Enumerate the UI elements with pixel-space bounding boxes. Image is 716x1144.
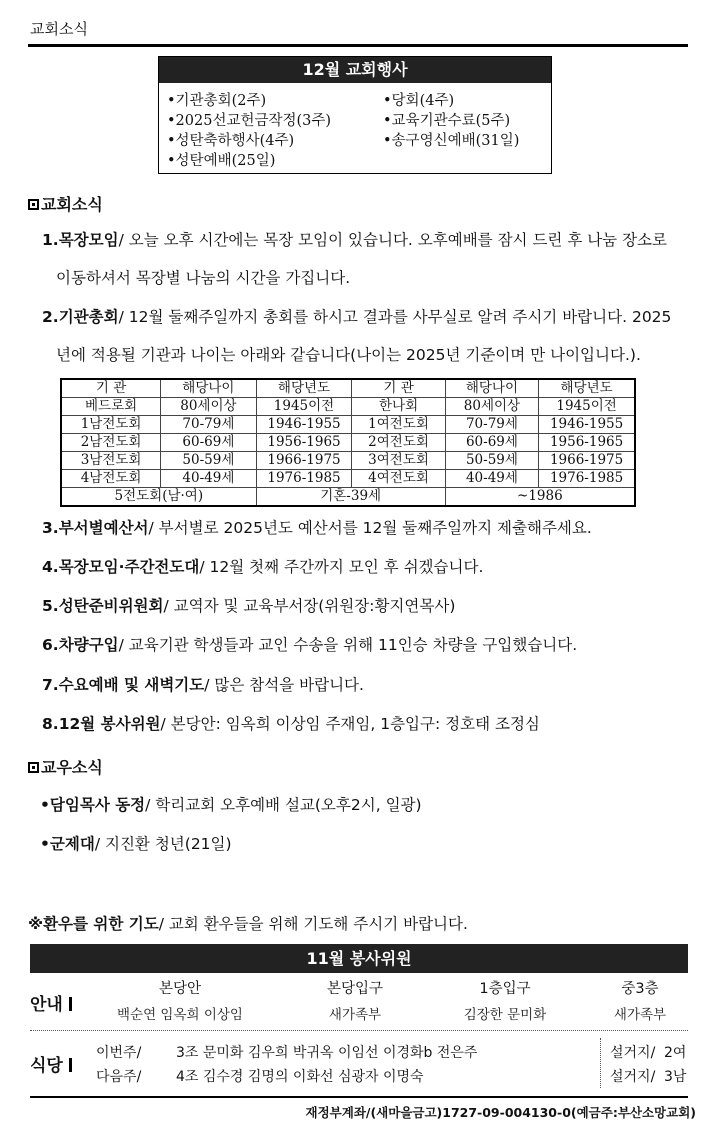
- event-item: •성탄예배(25일): [167, 153, 276, 169]
- events-title: 12월 교회행사: [159, 57, 551, 83]
- dish-team: 3남: [664, 1069, 687, 1085]
- square-bullet-icon: [28, 199, 39, 210]
- member-news-heading: [28, 755, 103, 778]
- dotted-separator: [600, 1038, 602, 1088]
- item-number: 6.: [42, 636, 59, 654]
- item-title: 기관총회: [58, 308, 119, 326]
- table-cell: 1976-1985: [256, 470, 352, 488]
- table-cell: 1946-1955: [256, 416, 352, 434]
- bar-icon: [69, 997, 72, 1011]
- member-news-heading-label: 교우소식: [41, 758, 103, 777]
- event-item: •송구영신예배(31일): [383, 133, 520, 149]
- dining-row-team: 4조 김수경 김명의 이화선 심광자 이명숙: [176, 1069, 424, 1085]
- dotted-divider: [30, 1030, 688, 1031]
- item-title: 수요예배 및 새벽기도: [58, 676, 205, 694]
- news-item-2-cont: 년에 적용될 기관과 나이는 아래와 같습니다(나이는 2025년 기준이며 만 나이입니다.).: [56, 346, 641, 364]
- item-text: / 본당안: 임옥희 이상임 주재임, 1층입구: 정호태 조정심: [160, 715, 540, 733]
- table-cell: 50-59세: [161, 452, 256, 470]
- event-item: •기관총회(2주): [167, 93, 267, 109]
- table-cell: 1966-1975: [256, 452, 352, 470]
- table-cell: 40-49세: [445, 470, 538, 488]
- table-row: [61, 416, 635, 434]
- table-header: 해당년도: [539, 379, 635, 398]
- dining-label-text: 식당: [30, 1056, 63, 1076]
- news-item-2: [42, 307, 671, 327]
- square-bullet-icon: [28, 762, 39, 773]
- item-title: 성탄준비위원회: [58, 597, 164, 615]
- table-cell: ~1986: [445, 488, 635, 507]
- item-number: 4.: [42, 558, 59, 576]
- church-news-heading-label: 교회소식: [41, 195, 103, 214]
- table-cell: 4남전도회: [61, 470, 161, 488]
- table-cell: 1956-1965: [256, 434, 352, 452]
- table-header: 해당나이: [445, 379, 538, 398]
- dish-label: 설거지/: [610, 1069, 656, 1085]
- page-section-title: 교회소식: [30, 20, 88, 38]
- table-cell: 기혼-39세: [256, 488, 445, 507]
- table-cell: 1956-1965: [539, 434, 635, 452]
- service-col-names: 새가족부: [613, 1007, 667, 1023]
- table-cell: 2여전도회: [352, 434, 445, 452]
- item-title: 목장모임·주간전도대: [58, 558, 200, 576]
- dining-row-when: 다음주/: [96, 1069, 142, 1085]
- item-title: 부서별예산서: [58, 519, 149, 537]
- item-text: / 교역자 및 교육부서장(위원장:황지연목사): [163, 597, 456, 615]
- item-number: 7.: [42, 676, 59, 694]
- dining-row-team: 3조 문미화 김우희 박귀옥 이임선 이경화b 전은주: [176, 1045, 478, 1061]
- table-header: 해당년도: [256, 379, 352, 398]
- service-title: 11월 봉사위원: [30, 944, 688, 973]
- table-cell: 70-79세: [445, 416, 538, 434]
- dining-label: [30, 1051, 72, 1076]
- table-cell: 1976-1985: [539, 470, 635, 488]
- item-title: 목장모임: [58, 231, 119, 249]
- item-text: / 많은 참석을 바랍니다.: [204, 676, 364, 694]
- item-number: 2.: [42, 308, 59, 326]
- footer-rule: [30, 1096, 688, 1098]
- item-number: 8.: [42, 715, 59, 733]
- news-item-6: [42, 635, 577, 655]
- service-col-names: 새가족부: [328, 1007, 382, 1023]
- guide-label: [30, 990, 72, 1015]
- table-cell: 1945이전: [256, 398, 352, 416]
- service-col-head: 본당안: [158, 981, 202, 997]
- item-text: / 오늘 오후 시간에는 목장 모임이 있습니다. 오후예배를 잠시 드린 후 나눔 장소로: [118, 231, 668, 249]
- account-info: 재정부계좌/(새마을금고)1727-09-004130-0(예금주:부산소망교회): [305, 1105, 696, 1120]
- table-cell: 70-79세: [161, 416, 256, 434]
- age-table: [60, 378, 636, 507]
- dish-label: 설거지/: [610, 1045, 656, 1061]
- table-cell: 1여전도회: [352, 416, 445, 434]
- event-item: •2025선교헌금작정(3주): [167, 113, 332, 129]
- item-title: •담임목사 동정: [40, 796, 146, 814]
- service-col-head: 1층입구: [479, 981, 531, 997]
- item-text: / 부서별로 2025년도 예산서를 12월 둘째주일까지 제출해주세요.: [148, 519, 592, 537]
- item-text: / 12월 둘째주일까지 총회를 하시고 결과를 사무실로 알려 주시기 바랍니다. 2025: [118, 308, 672, 326]
- member-item-2: [40, 834, 232, 854]
- item-text: / 학리교회 오후예배 설교(오후2시, 일광): [145, 796, 422, 814]
- event-item: •교육기관수료(5주): [383, 113, 511, 129]
- events-box: [158, 56, 552, 174]
- item-number: 3.: [42, 519, 59, 537]
- event-item: •성탄축하행사(4주): [167, 133, 295, 149]
- table-cell: 1남전도회: [61, 416, 161, 434]
- guide-label-text: 안내: [30, 995, 63, 1015]
- service-col-head: 중3층: [621, 981, 659, 997]
- service-col-names: 백순연 임옥희 이상임: [117, 1007, 243, 1023]
- item-title: 차량구입: [58, 636, 119, 654]
- table-cell: 60-69세: [445, 434, 538, 452]
- member-item-1: [40, 795, 422, 815]
- item-number: 5.: [42, 597, 59, 615]
- event-item: •당회(4주): [383, 93, 455, 109]
- news-item-7: [42, 675, 364, 695]
- bar-icon: [69, 1058, 72, 1072]
- table-cell: 1946-1955: [539, 416, 635, 434]
- item-text: / 12월 첫째 주간까지 모인 후 쉬겠습니다.: [199, 558, 484, 576]
- item-title: 12월 봉사위원: [58, 715, 161, 733]
- table-cell: 3여전도회: [352, 452, 445, 470]
- news-item-3: [42, 518, 592, 538]
- table-cell: 1966-1975: [539, 452, 635, 470]
- table-cell: 1945이전: [539, 398, 635, 416]
- item-text: / 교육기관 학생들과 교인 수송을 위해 11인승 차량을 구입했습니다.: [118, 636, 578, 654]
- service-col-head: 본당입구: [326, 981, 384, 997]
- header-rule: [28, 44, 688, 47]
- table-cell: 2남전도회: [61, 434, 161, 452]
- dish-team: 2여: [664, 1045, 687, 1061]
- news-item-4: [42, 557, 483, 577]
- table-cell: 60-69세: [161, 434, 256, 452]
- table-row: [61, 434, 635, 452]
- table-cell: 4여전도회: [352, 470, 445, 488]
- table-header-row: [61, 379, 635, 398]
- prayer-request: [28, 914, 468, 934]
- news-item-1-cont: 이동하셔서 목장별 나눔의 시간을 가집니다.: [56, 269, 351, 287]
- table-cell: 40-49세: [161, 470, 256, 488]
- church-news-heading: [28, 192, 103, 215]
- prayer-title: ※환우를 위한 기도: [28, 915, 159, 933]
- table-cell: 한나회: [352, 398, 445, 416]
- service-col-names: 김장한 문미화: [463, 1007, 547, 1023]
- news-item-8: [42, 714, 540, 734]
- table-header: 해당나이: [161, 379, 256, 398]
- table-row: [61, 452, 635, 470]
- table-row: [61, 488, 635, 507]
- news-item-1: [42, 230, 667, 250]
- table-cell: 베드로회: [61, 398, 161, 416]
- prayer-text: / 교회 환우들을 위해 기도해 주시기 바랍니다.: [158, 915, 468, 933]
- table-cell: 3남전도회: [61, 452, 161, 470]
- table-cell: 80세이상: [161, 398, 256, 416]
- dining-row-when: 이번주/: [96, 1045, 142, 1061]
- table-cell: 5전도회(남·여): [61, 488, 256, 507]
- table-cell: 50-59세: [445, 452, 538, 470]
- table-header: 기 관: [352, 379, 445, 398]
- table-header: 기 관: [61, 379, 161, 398]
- table-row: [61, 470, 635, 488]
- news-item-5: [42, 596, 455, 616]
- table-row: [61, 398, 635, 416]
- item-text: / 지진환 청년(21일): [94, 835, 232, 853]
- table-cell: 80세이상: [445, 398, 538, 416]
- item-title: •군제대: [40, 835, 95, 853]
- item-number: 1.: [42, 231, 59, 249]
